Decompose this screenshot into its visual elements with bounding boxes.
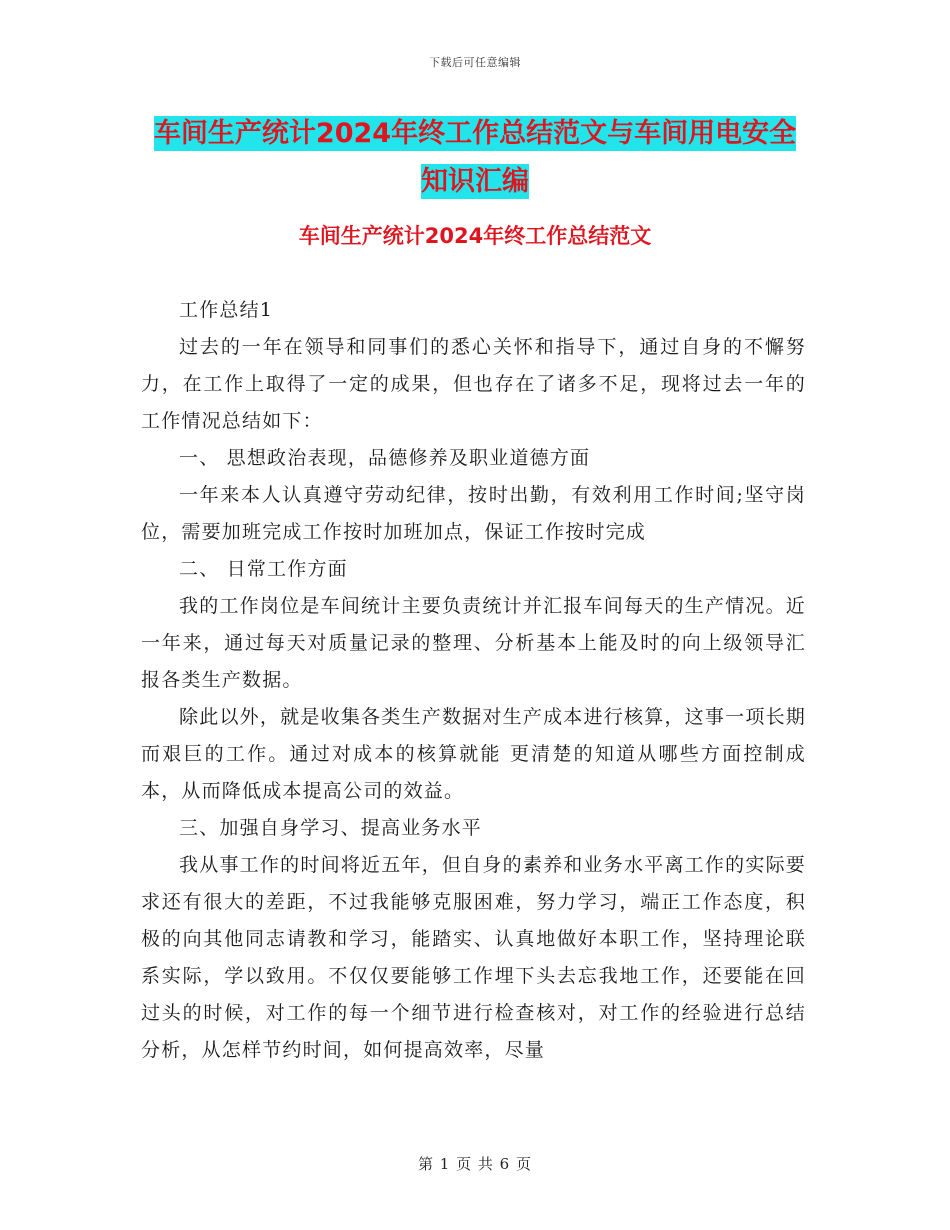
section-title: 车间生产统计2024年终工作总结范文: [298, 224, 652, 248]
main-title-line-2: 知识汇编: [421, 166, 529, 197]
paragraph-body-4: 我从事工作的时间将近五年，但自身的素养和业务水平离工作的实际要求还有很大的差距，不过我能够克服困难，努力学习，端正工作态度，积极的向其他同志请教和学习，能踏实、认真地做好本职工作，坚持理论联系实际，学以致用。不仅仅要能够工作埋下头去忘我地工作，还要能在回过头的时候，对工作的每一个细节进行检查核对，对工作的经验进行总结分析，从怎样节约时间，如何提高效率，尽量: [141, 854, 806, 1061]
paragraph-summary-label: 工作总结1: [179, 299, 274, 321]
header-note: 下载后可任意编辑: [429, 56, 521, 69]
paragraph-body-2: 我的工作岗位是车间统计主要负责统计并汇报车间每天的生产情况。近一年来，通过每天对质量记录的整理、分析基本上能及时的向上级领导汇报各类生产数据。: [141, 595, 806, 691]
paragraph-body-1: 一年来本人认真遵守劳动纪律，按时出勤，有效利用工作时间;坚守岗位，需要加班完成工作按时加班加点，保证工作按时完成: [141, 484, 806, 543]
paragraph-intro: 过去的一年在领导和同事们的悉心关怀和指导下，通过自身的不懈努力，在工作上取得了一定的成果，但也存在了诸多不足，现将过去一年的工作情况总结如下：: [141, 336, 806, 432]
paragraph-heading-2: 二、 日常工作方面: [179, 558, 348, 580]
document-main-title: [0, 110, 950, 206]
paragraph-heading-1: 一、 思想政治表现，品德修养及职业道德方面: [179, 447, 591, 469]
main-title-line-1: 车间生产统计2024年终工作总结范文与车间用电安全: [153, 118, 797, 149]
paragraph-body-3: 除此以外，就是收集各类生产数据对生产成本进行核算，这事一项长期而艰巨的工作。通过对成本的核算就能 更清楚的知道从哪些方面控制成本，从而降低成本提高公司的效益。: [141, 706, 806, 802]
page-footer: 第 1 页 共 6 页: [418, 1155, 532, 1173]
document-body: [141, 292, 806, 1069]
paragraph-heading-3: 三、加强自身学习、提高业务水平: [179, 817, 483, 839]
